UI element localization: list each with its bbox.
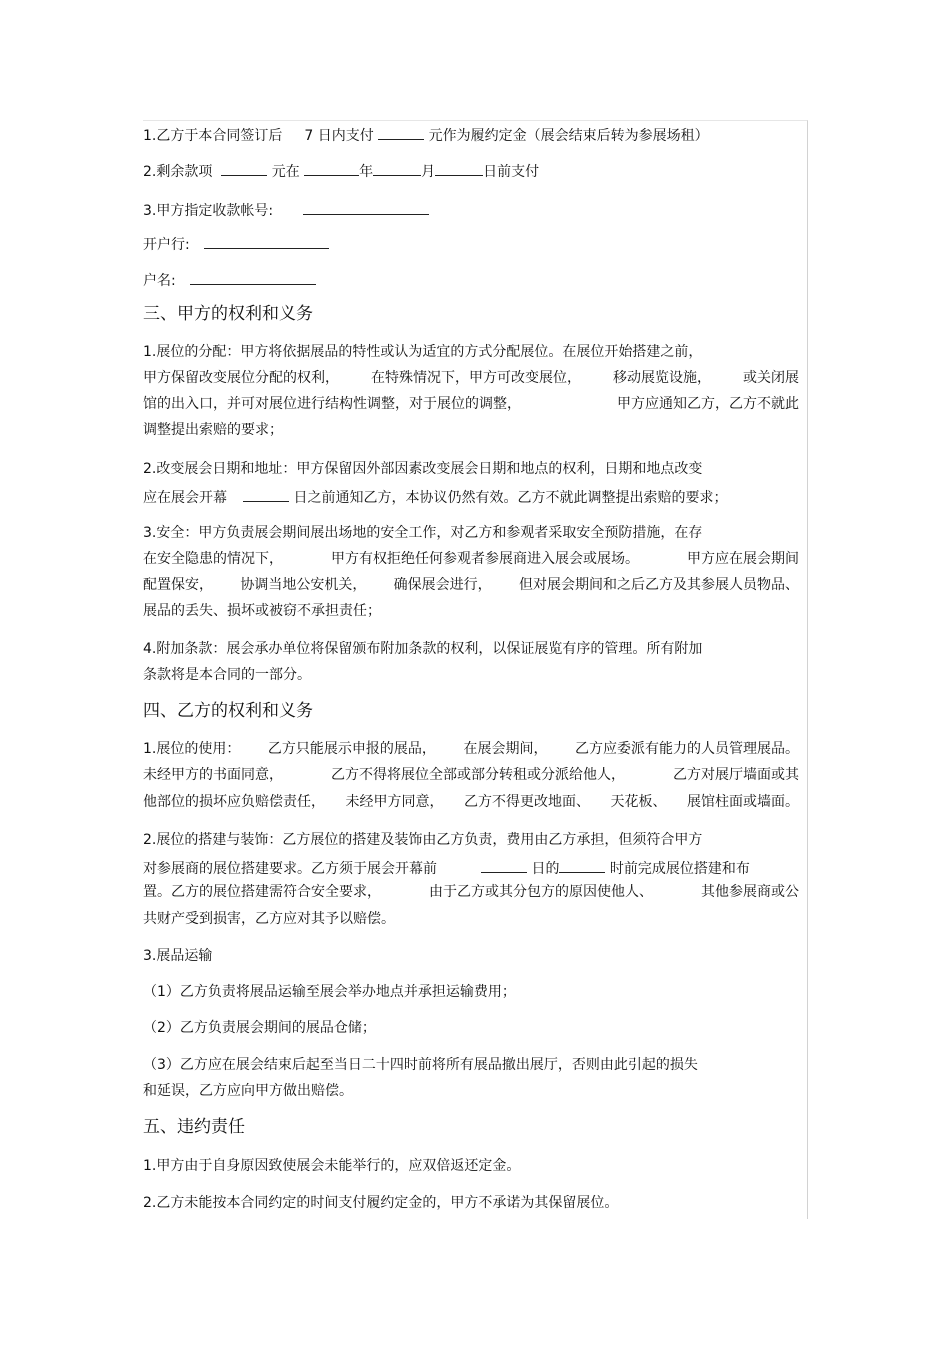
s3p3-l2-seg: 在安全隐患的情况下， (143, 551, 283, 567)
balance-text-b: 元在 (271, 164, 300, 180)
s4p1-l1-seg: 1.展位的使用： (143, 741, 241, 757)
account-name-blank[interactable] (190, 270, 316, 285)
s3p2-line1: 2.改变展会日期和地址：甲方保留因外部因素改变展会日期和地点的权利，日期和地点改变 (143, 461, 703, 477)
s3p2-l2-text-b: 日之前通知乙方，本协议仍然有效。乙方不就此调整提出索赔的要求； (293, 490, 728, 506)
s4p1-line2 (143, 767, 799, 783)
s3p1-line3 (143, 396, 799, 412)
s3p3-line3 (143, 577, 799, 593)
s4p2-l3-seg: 其他参展商或公 (701, 884, 799, 900)
s3p3-line2 (143, 551, 799, 567)
s4p1-l1-seg: 乙方只能展示申报的展品， (267, 741, 436, 757)
s5-line1: 1.甲方由于自身原因致使展会未能举行的，应双倍返还定金。 (143, 1158, 521, 1174)
s3p2-line2 (143, 487, 727, 506)
bank-label: 开户行: (143, 237, 190, 253)
s4p2-line1: 2.展位的搭建与装饰：乙方展位的搭建及装饰由乙方负责，费用由乙方承担，但须符合甲方 (143, 832, 703, 848)
s4p1-line3 (143, 794, 799, 810)
year-blank[interactable] (304, 161, 359, 176)
s3p1-line1: 1.展位的分配：甲方将依据展品的特性或认为适宜的方式分配展位。在展位开始搭建之前， (143, 344, 703, 360)
s3p3-l3-seg: 配置保安， (143, 577, 213, 593)
s3p3-l3-seg: 协调当地公安机关， (240, 577, 367, 593)
s4p1-l2-seg: 乙方不得将展位全部或部分转租或分派给他人， (331, 767, 625, 783)
s4p1-line1 (143, 741, 799, 757)
section4-heading: 四、乙方的权利和义务 (143, 701, 313, 721)
s3p3-l3-seg: 确保展会进行， (393, 577, 492, 593)
balance-month-label: 月 (421, 164, 436, 180)
bank-blank[interactable] (204, 234, 329, 249)
s4p3-item1: （1）乙方负责将展品运输至展会举办地点并承担运输费用； (143, 984, 516, 1000)
setup-days-blank[interactable] (481, 858, 527, 873)
s4p3-item3-line1: （3）乙方应在展会结束后起至当日二十四时前将所有展品撤出展厅，否则由此引起的损失 (143, 1057, 698, 1073)
s4p2-line3 (143, 884, 799, 900)
s3p1-l2-seg: 甲方保留改变展位分配的权利， (143, 370, 339, 386)
s3p1-l2-seg: 移动展览设施， (613, 370, 711, 386)
s3p1-l2-seg: 或关闭展 (743, 370, 799, 386)
s3p1-l3-seg: 馆的出入口，并可对展位进行结构性调整，对于展位的调整， (143, 396, 521, 412)
s3p4-line2: 条款将是本合同的一部分。 (143, 667, 311, 683)
deposit-text-b: 7 日内支付 (304, 128, 374, 144)
days-before-opening-blank[interactable] (243, 487, 289, 502)
account-name-label: 户名: (143, 273, 176, 289)
account-number-blank[interactable] (303, 200, 429, 215)
s3p1-l2-seg: 在特殊情况下，甲方可改变展位， (371, 370, 581, 386)
s4p1-l3-seg: 天花板、 (610, 794, 667, 810)
s4p3-item3-line2: 和延误，乙方应向甲方做出赔偿。 (143, 1083, 353, 1099)
s3p3-line1: 3.安全：甲方负责展会期间展出场地的安全工作，对乙方和参观者采取安全预防措施，在存 (143, 525, 703, 541)
s5-line2: 2.乙方未能按本合同约定的时间支付履约定金的，甲方不承诺为其保留展位。 (143, 1195, 619, 1211)
s3p3-l3-seg: 但对展会期间和之后乙方及其参展人员物品、 (518, 577, 799, 593)
s4p1-l3-seg: 未经甲方同意， (345, 794, 444, 810)
month-blank[interactable] (373, 161, 421, 176)
s4p3-title: 3.展品运输 (143, 948, 213, 964)
deposit-amount-blank[interactable] (378, 125, 424, 140)
s4p2-l3-seg: 由于乙方或其分包方的原因使他人、 (429, 884, 653, 900)
account-name-line (143, 270, 316, 289)
day-blank[interactable] (435, 161, 483, 176)
s3p3-l2-seg: 甲方有权拒绝任何参观者参展商进入展会或展场。 (331, 551, 639, 567)
balance-year-label: 年 (359, 164, 374, 180)
s4p2-l3-seg: 置。乙方的展位搭建需符合安全要求， (143, 884, 381, 900)
s4p1-l1-seg: 在展会期间， (463, 741, 548, 757)
s4p3-item2: （2）乙方负责展会期间的展品仓储； (143, 1020, 376, 1036)
s4p1-l2-seg: 乙方对展厅墙面或其 (673, 767, 799, 783)
balance-amount-blank[interactable] (221, 161, 267, 176)
section3-heading: 三、甲方的权利和义务 (143, 304, 313, 324)
setup-hour-blank[interactable] (559, 858, 605, 873)
account-line (143, 200, 429, 219)
section5-heading: 五、违约责任 (143, 1117, 245, 1137)
s4p2-l2-text-c: 时前完成展位搭建和布 (609, 861, 750, 877)
s3p2-l2-text-a: 应在展会开幕 (143, 490, 227, 506)
s3p1-l3-seg: 甲方应通知乙方，乙方不就此 (617, 396, 799, 412)
s3p1-line4: 调整提出索赔的要求； (143, 422, 283, 438)
balance-text-a: 2.剩余款项 (143, 164, 213, 180)
deposit-text-a: 1.乙方于本合同签订后 (143, 128, 283, 144)
balance-day-label: 日前支付 (483, 164, 540, 180)
s4p1-l3-seg: 展馆柱面或墙面。 (687, 794, 799, 810)
s4p2-l2-text-a: 对参展商的展位搭建要求。乙方须于展会开幕前 (143, 861, 437, 877)
s3p4-line1: 4.附加条款：展会承办单位将保留颁布附加条款的权利，以保证展览有序的管理。所有附加 (143, 641, 703, 657)
deposit-line (143, 125, 709, 144)
bank-line (143, 234, 329, 253)
balance-line (143, 161, 539, 180)
s4p1-l1-seg: 乙方应委派有能力的人员管理展品。 (575, 741, 799, 757)
s4p2-line2 (143, 858, 750, 877)
account-label: 3.甲方指定收款帐号: (143, 203, 274, 219)
s4p2-l2-text-b: 日的 (531, 861, 560, 877)
s3p3-l2-seg: 甲方应在展会期间 (687, 551, 799, 567)
s4p1-l3-seg: 乙方不得更改地面、 (464, 794, 590, 810)
s3p1-line2 (143, 370, 799, 386)
deposit-text-c: 元作为履约定金（展会结束后转为参展场租） (428, 128, 709, 144)
s4p2-line4: 共财产受到损害，乙方应对其予以赔偿。 (143, 911, 395, 927)
s4p1-l3-seg: 他部位的损坏应负赔偿责任， (143, 794, 325, 810)
s3p3-line4: 展品的丢失、损坏或被窃不承担责任； (143, 603, 381, 619)
s4p1-l2-seg: 未经甲方的书面同意， (143, 767, 283, 783)
